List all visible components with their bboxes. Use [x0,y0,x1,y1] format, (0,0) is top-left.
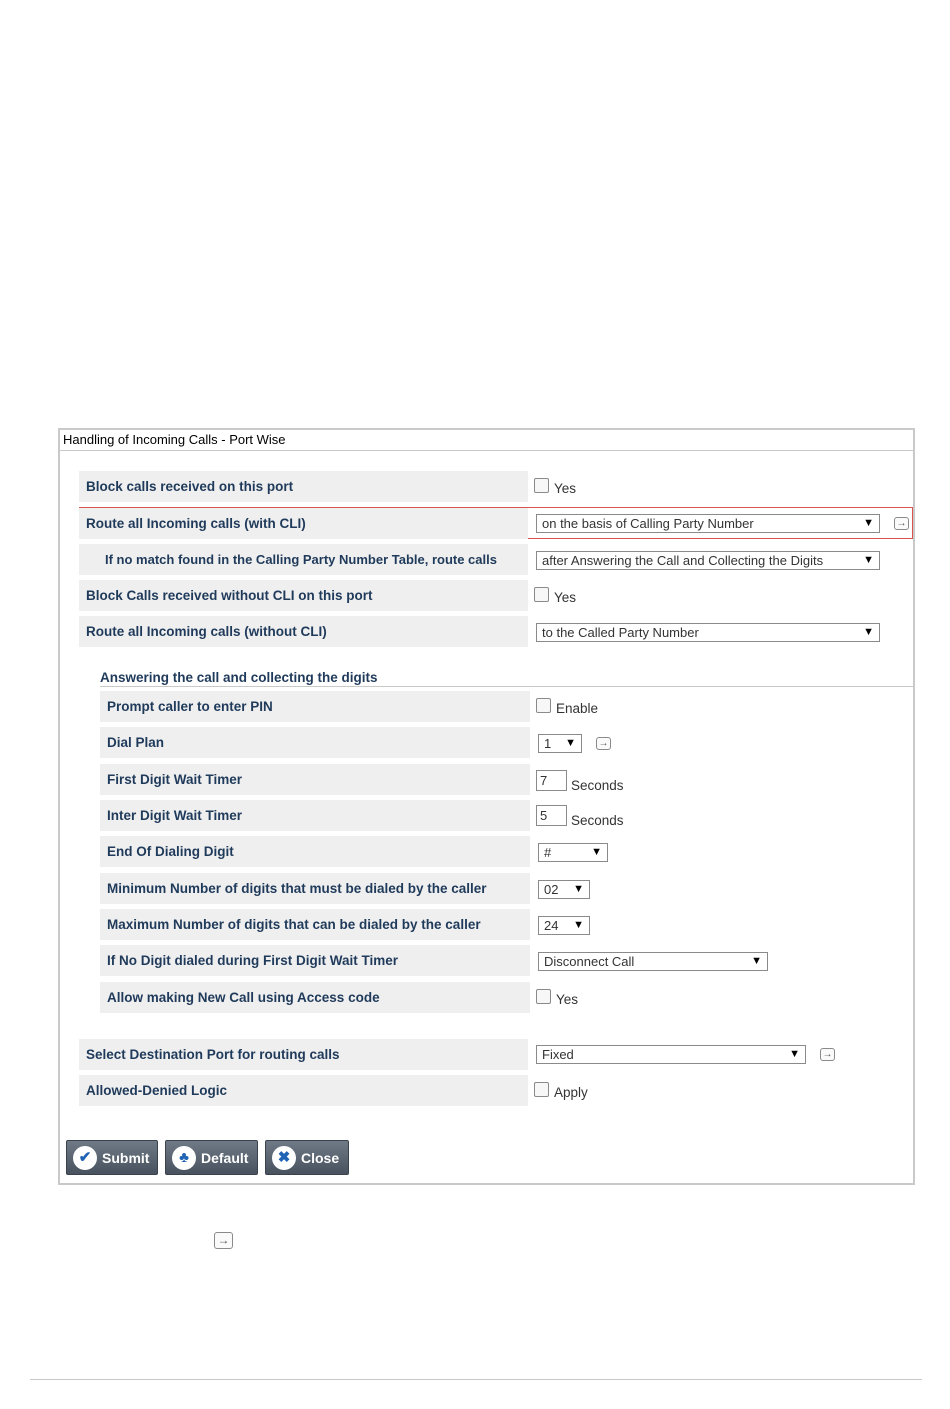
prompt-pin-label: Prompt caller to enter PIN [100,691,530,722]
default-label: Default [201,1149,249,1166]
route-without-cli-label: Route all Incoming calls (without CLI) [79,616,528,647]
block-calls-label: Block calls received on this port [79,471,528,502]
prompt-pin-option: Enable [556,701,599,716]
no-match-value: after Answering the Call and Collecting the Digits [542,553,824,568]
close-label: Close [301,1149,340,1166]
chevron-down-icon: ▼ [863,554,874,566]
prompt-pin-checkbox[interactable] [536,698,551,713]
min-digits-value: 02 [544,882,559,897]
dial-plan-label: Dial Plan [100,727,530,758]
min-digits-label: Minimum Number of digits that must be dialed by the caller [100,873,530,904]
end-digit-select[interactable] [538,843,608,862]
route-without-cli-value: to the Called Party Number [542,625,699,640]
route-with-cli-select[interactable] [536,514,880,533]
incoming-calls-panel [58,428,915,1185]
no-digit-label: If No Digit dialed during First Digit Wait Timer [100,945,530,976]
no-match-select[interactable] [536,551,880,570]
chevron-down-icon: ▼ [565,737,576,749]
chevron-down-icon: ▼ [573,919,584,931]
route-with-cli-value: on the basis of Calling Party Number [542,516,754,531]
chevron-down-icon: ▼ [751,955,762,967]
min-digits-select[interactable] [538,880,590,899]
dial-plan-select[interactable] [538,734,582,753]
destination-value: Fixed [542,1047,574,1062]
navigate-arrow-icon[interactable]: → [596,737,611,750]
route-with-cli-label: Route all Incoming calls (with CLI) [79,508,528,539]
inter-digit-timer-unit: Seconds [571,813,624,828]
reset-icon: ♣ [172,1146,196,1170]
block-without-cli-checkbox[interactable] [534,587,549,602]
destination-select[interactable] [536,1045,806,1064]
default-button[interactable] [165,1140,258,1175]
no-digit-select[interactable] [538,952,768,971]
navigate-arrow-icon: → [214,1232,233,1249]
end-digit-label: End Of Dialing Digit [100,836,530,867]
end-digit-value: # [544,845,552,860]
first-digit-timer-input[interactable]: 7 [536,770,567,791]
inter-digit-timer-label: Inter Digit Wait Timer [100,800,530,831]
access-code-label: Allow making New Call using Access code [100,982,530,1013]
block-calls-checkbox[interactable] [534,478,549,493]
access-code-checkbox[interactable] [536,989,551,1004]
navigate-arrow-icon[interactable]: → [820,1048,835,1061]
no-match-label: If no match found in the Calling Party Number Table, route calls [79,544,528,575]
footer-divider [30,1379,922,1380]
section-divider [100,686,913,687]
submit-button[interactable] [66,1140,158,1175]
max-digits-select[interactable] [538,916,590,935]
check-icon: ✔ [73,1146,97,1170]
no-digit-value: Disconnect Call [544,954,635,969]
submit-label: Submit [102,1149,150,1166]
destination-label: Select Destination Port for routing calls [79,1039,528,1070]
chevron-down-icon: ▼ [573,883,584,895]
block-calls-option: Yes [554,481,577,496]
close-button[interactable] [265,1140,349,1175]
first-digit-timer-label: First Digit Wait Timer [100,764,530,795]
allowed-denied-checkbox[interactable] [534,1082,549,1097]
chevron-down-icon: ▼ [591,846,602,858]
block-without-cli-label: Block Calls received without CLI on this port [79,580,528,611]
chevron-down-icon: ▼ [789,1048,800,1060]
chevron-down-icon: ▼ [863,517,874,529]
block-without-cli-option: Yes [554,590,577,605]
dial-plan-value: 1 [544,736,552,751]
route-without-cli-select[interactable] [536,623,880,642]
chevron-down-icon: ▼ [863,626,874,638]
first-digit-timer-unit: Seconds [571,778,624,793]
access-code-option: Yes [556,992,579,1007]
section-title: Answering the call and collecting the digits [100,670,378,685]
max-digits-label: Maximum Number of digits that can be dialed by the caller [100,909,530,940]
allowed-denied-label: Allowed-Denied Logic [79,1075,528,1106]
close-icon: ✖ [272,1146,296,1170]
navigate-arrow-icon[interactable]: → [894,517,909,530]
inter-digit-timer-input[interactable]: 5 [536,805,567,826]
max-digits-value: 24 [544,918,559,933]
panel-title: Handling of Incoming Calls - Port Wise [63,432,286,447]
allowed-denied-option: Apply [554,1085,588,1100]
panel-title-divider [60,450,913,451]
